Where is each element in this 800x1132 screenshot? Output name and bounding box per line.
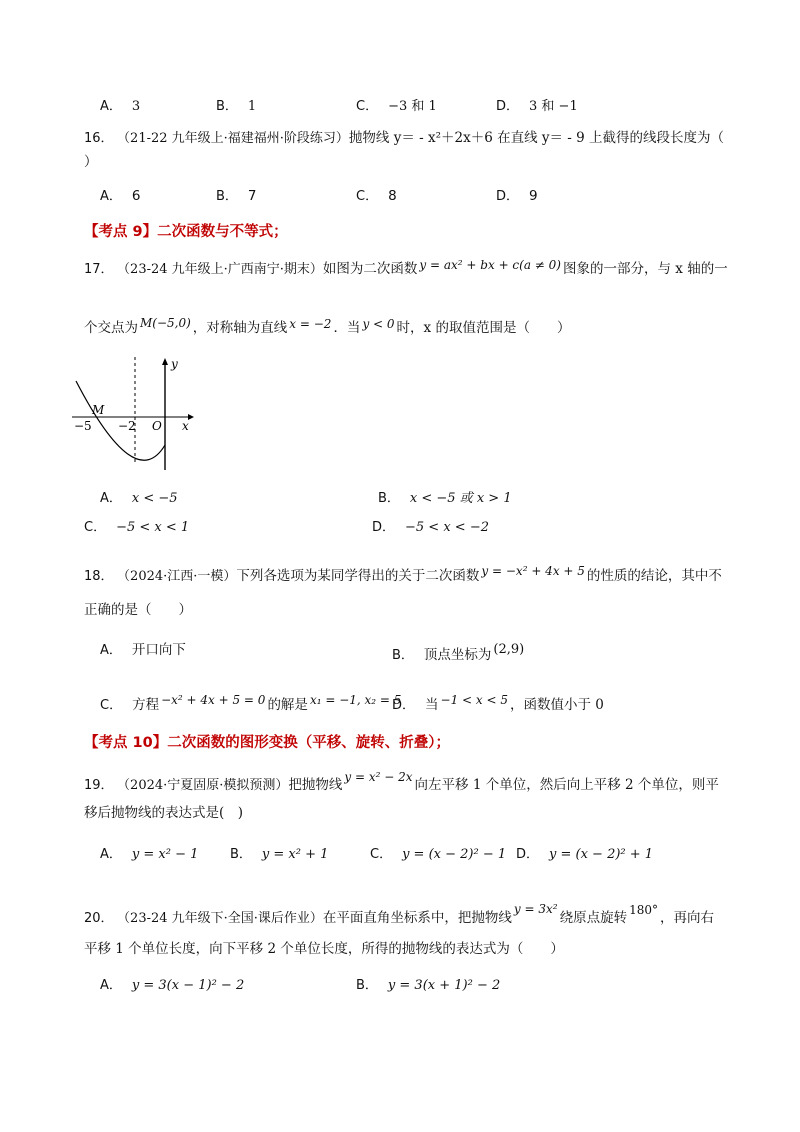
q18-option-a[interactable]: A． 开口向下 (100, 642, 186, 658)
q17-text-2a: 个交点为 (84, 320, 138, 336)
q20-text-1a: 在平面直角坐标系中，把抛物线 (322, 910, 512, 926)
q17-formula-3: x = −2 (289, 317, 332, 331)
y-axis-label: y (171, 357, 178, 371)
q17-text-1b: 图象的一部分，与 x 轴的一 (563, 261, 728, 277)
q18-line-1 (84, 562, 722, 586)
q16-text: 抛物线 y＝ - x²＋2x＋6 在直线 y＝ - 9 上截得的线段长度为（ (348, 130, 725, 146)
q16-option-d[interactable]: D． 9 (496, 188, 538, 204)
q18-text-1b: 的性质的结论，其中不 (586, 568, 722, 584)
q20-formula-1: y = 3x² (513, 902, 558, 916)
origin-label: O (152, 419, 162, 433)
q17-line-2 (84, 314, 570, 337)
q18-source: （2024·江西·一模） (123, 569, 237, 584)
q19-line-1 (84, 768, 719, 795)
q20-formula-2: 180° (629, 903, 659, 917)
q20-line-2: 平移 1 个单位长度，向下平移 2 个单位长度，所得的抛物线的表达式为（ ） (84, 941, 564, 957)
y-axis-arrow (162, 358, 168, 365)
q16-source: （21-22 九年级上·福建福州·阶段练习） (123, 131, 349, 146)
q18-option-d[interactable]: D． 当 −1 < x < 5 ，函数值小于 0 (392, 693, 604, 713)
q20-number: 20． (84, 911, 114, 926)
q17-text-1a: 如图为二次函数 (322, 261, 418, 277)
q15-option-b[interactable]: B． 1 (216, 99, 257, 114)
q19-source: （2024·宁夏固原·模拟预测） (123, 778, 289, 793)
q19-option-c[interactable]: C． y = (x − 2)² − 1 (370, 847, 507, 862)
q19-text-1b: 向左平移 1 个单位，然后向上平移 2 个单位，则平 (414, 777, 719, 793)
x-axis-label: x (182, 419, 189, 433)
q15-option-a[interactable]: A． 3 (100, 99, 141, 114)
q19-option-b[interactable]: B． y = x² + 1 (230, 847, 329, 862)
point-m-label: M (92, 403, 105, 417)
q16-option-a[interactable]: A． 6 (100, 188, 141, 204)
q16-line-2: ） (84, 154, 98, 170)
q17-parabola-graph (70, 355, 200, 475)
q17-line-1 (84, 256, 728, 279)
q20-option-a[interactable]: A． y = 3(x − 1)² − 2 (100, 978, 245, 993)
q18-text-1a: 下列各选项为某同学得出的关于二次函数 (236, 568, 480, 584)
q17-text-2b: ，对称轴为直线 (192, 320, 288, 336)
q17-text-2d: 时，x 的取值范围是（ ） (396, 320, 571, 336)
q16-line-1 (84, 129, 724, 148)
q17-option-c[interactable]: C． −5 < x < 1 (84, 520, 190, 535)
q19-option-d[interactable]: D． y = (x − 2)² + 1 (516, 847, 654, 862)
q17-formula-1: y = ax² + bx + c(a ≠ 0) (419, 258, 561, 272)
section-heading-10: 【考点 10】二次函数的图形变换（平移、旋转、折叠）； (84, 735, 450, 751)
q19-number: 19． (84, 778, 114, 793)
tick-label-neg2: −2 (118, 419, 136, 433)
q20-text-1b: 绕原点旋转 (559, 910, 628, 926)
q19-option-a[interactable]: A． y = x² − 1 (100, 847, 199, 862)
q16-option-b[interactable]: B． 7 (216, 188, 257, 204)
q18-option-b[interactable]: B． 顶点坐标为 (2,9) (392, 642, 525, 663)
q17-option-a[interactable]: A． x < −5 (100, 491, 178, 506)
q17-formula-2: M(−5,0) (140, 316, 191, 330)
q17-source: （23-24 九年级上·广西南宁·期末） (123, 262, 323, 277)
q18-line-2: 正确的是（ ） (84, 602, 192, 618)
q18-number: 18． (84, 569, 114, 584)
q17-number: 17． (84, 262, 114, 277)
section-heading-9: 【考点 9】二次函数与不等式； (84, 224, 288, 240)
x-axis-arrow (188, 414, 194, 420)
q18-formula-1: y = −x² + 4x + 5 (481, 564, 585, 578)
q19-text-1a: 把抛物线 (288, 777, 343, 793)
q19-line-2: 移后抛物线的表达式是( ) (84, 805, 244, 821)
q20-line-1 (84, 900, 714, 928)
q16-number: 16． (84, 131, 114, 146)
tick-label-neg5: −5 (74, 419, 92, 433)
q17-text-2c: ．当 (333, 320, 361, 336)
q17-option-b[interactable]: B． x < −5 或 x > 1 (378, 491, 512, 506)
q20-text-1c: ，再向右 (660, 910, 715, 926)
q19-formula-1: y = x² − 2x (344, 770, 413, 784)
q15-option-d[interactable]: D． 3 和 −1 (496, 99, 578, 114)
q17-option-d[interactable]: D． −5 < x < −2 (372, 520, 489, 535)
q16-option-c[interactable]: C． 8 (356, 188, 397, 204)
q17-formula-4: y < 0 (362, 317, 395, 331)
q20-source: （23-24 九年级下·全国·课后作业） (123, 911, 323, 926)
q18-option-c[interactable]: C． 方程 −x² + 4x + 5 = 0 的解是 x₁ = −1, x₂ = 5 (100, 693, 402, 713)
q15-option-c[interactable]: C． −3 和 1 (356, 99, 437, 114)
q20-option-b[interactable]: B． y = 3(x + 1)² − 2 (356, 978, 501, 993)
